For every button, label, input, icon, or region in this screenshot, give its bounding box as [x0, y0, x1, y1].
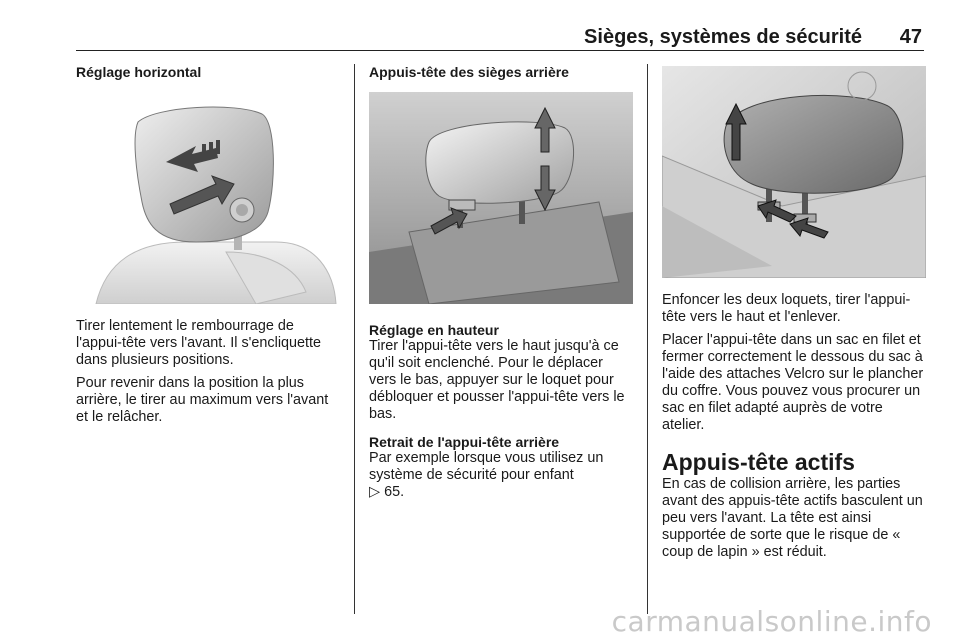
reference-page: 65. — [384, 484, 405, 500]
paragraph: Placer l'appui-tête dans un sac en filet et fermer correctement le dessous du sac à l'aide des attaches Velcro sur le plancher du coffre. Vous pouvez vous procurer un sac en filet adapté auprès de votre atelier. — [662, 332, 924, 433]
rear-headrest-removal-figure — [662, 66, 926, 278]
heading-height-adjustment: Réglage en hauteur — [369, 322, 499, 338]
column-3-text — [662, 292, 926, 561]
paragraph: Par exemple lorsque vous utilisez un système de sécurité pour enfant — [369, 450, 604, 483]
reference-arrow-icon: ▷ — [369, 484, 381, 500]
heading-rear-headrests: Appuis-tête des sièges arrière — [369, 64, 569, 80]
watermark: carmanualsonline.info — [611, 605, 932, 638]
heading-removal: Retrait de l'appui-tête arrière — [369, 434, 560, 450]
rear-headrest-removal-icon — [662, 66, 926, 278]
rear-headrest-height-figure — [369, 92, 633, 304]
headrest-horizontal-figure — [76, 92, 340, 304]
page-reference[interactable] — [369, 484, 633, 501]
column-2-text — [369, 322, 633, 501]
column-divider — [647, 64, 648, 614]
paragraph: Enfoncer les deux loquets, tirer l'appui-tête vers le haut et l'enlever. — [662, 292, 911, 325]
paragraph: Pour revenir dans la position la plus arrière, le tirer au maximum vers l'avant et le relâcher. — [76, 375, 329, 425]
headrest-horizontal-adjustment-icon — [76, 92, 340, 304]
section-title: Sièges, systèmes de sécurité — [584, 26, 862, 48]
paragraph: Tirer lentement le rembourrage de l'appui-tête vers l'avant. Il s'encliquette dans plusieurs positions. — [76, 318, 322, 368]
column-divider — [354, 64, 355, 614]
column-1-text — [76, 318, 340, 426]
page-header — [76, 24, 924, 51]
paragraph: En cas de collision arrière, les parties avant des appuis-tête actifs basculent un peu vers l'avant. La tête est ainsi supportée de sorte que le risque de « coup de lapin » est réduit. — [662, 476, 923, 560]
paragraph: Tirer l'appui-tête vers le haut jusqu'à ce qu'il soit enclenché. Pour le déplacer vers le bas, appuyer sur le loquet pour débloquer et pousser l'appui-tête vers le bas. — [369, 338, 625, 422]
column-2 — [369, 64, 633, 80]
page-number: 47 — [899, 26, 922, 48]
heading-horizontal-adjustment: Réglage horizontal — [76, 64, 202, 80]
heading-active-headrests: Appuis-tête actifs — [662, 449, 855, 475]
rear-headrest-height-icon — [369, 92, 633, 304]
column-1 — [76, 64, 340, 80]
